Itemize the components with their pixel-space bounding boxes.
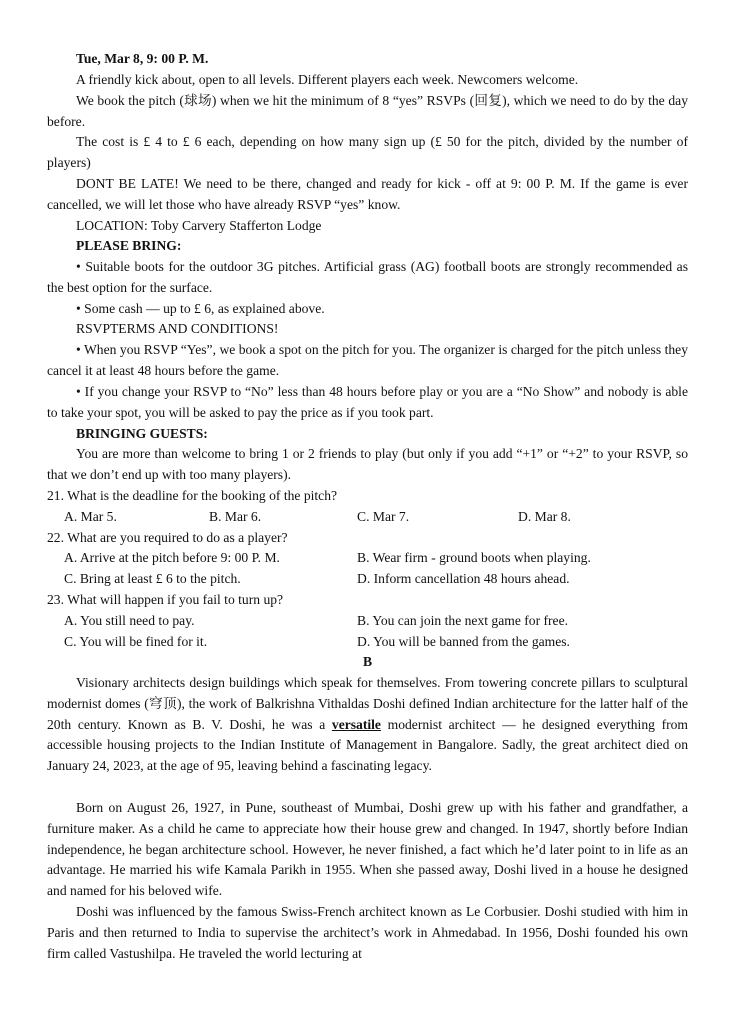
option-21-c: C. Mar 7. [357, 509, 410, 524]
term-booking: • When you RSVP “Yes”, we book a spot on the pitch for you. The organizer is charged for the pitch unless they cancel it at least 48 hours before the game. [47, 342, 688, 378]
option-22-d: D. Inform cancellation 48 hours ahead. [357, 571, 570, 586]
option-23-c: C. You will be fined for it. [64, 634, 208, 649]
event-description: A friendly kick about, open to all levels. Different players each week. Newcomers welcome. [76, 72, 579, 87]
punctuality-paragraph: DONT BE LATE! We need to be there, changed and ready for kick - off at 9: 00 P. M. If the game is ever cancelled, we will let those who have already RSVP “yes” know. [47, 176, 688, 212]
please-bring-heading: PLEASE BRING: [76, 238, 182, 253]
term-no-show: • If you change your RSVP to “No” less than 48 hours before play or you are a “No Show” and nobody is able to take your spot, you will be asked to pay the price as if you took part. [47, 384, 688, 420]
option-21-b: B. Mar 6. [209, 509, 262, 524]
doshi-influence-paragraph: Doshi was influenced by the famous Swiss-French architect known as Le Corbusier. Doshi studied with him in Paris and then returned to India to supervise the architect’s work in Ahmedabad. In 1956, Doshi founded his own firm called Vastushilpa. He traveled the world lecturing at [47, 904, 688, 961]
booking-paragraph: We book the pitch (球场) when we hit the minimum of 8 “yes” RSVPs (回复), which we need to do by the day before. [47, 93, 688, 129]
bring-item-boots: • Suitable boots for the outdoor 3G pitches. Artificial grass (AG) football boots are strongly recommended as the best option for the surface. [47, 259, 688, 295]
option-22-c: C. Bring at least £ 6 to the pitch. [64, 571, 241, 586]
guests-paragraph: You are more than welcome to bring 1 or 2 friends to play (but only if you add “+1” or “+2” to your RSVP, so that we don’t end up with too many players). [47, 446, 688, 482]
event-date-heading: Tue, Mar 8, 9: 00 P. M. [76, 51, 209, 66]
option-23-b: B. You can join the next game for free. [357, 613, 569, 628]
option-21-d: D. Mar 8. [518, 509, 571, 524]
option-22-a: A. Arrive at the pitch before 9: 00 P. M. [64, 550, 280, 565]
bringing-guests-heading: BRINGING GUESTS: [76, 426, 208, 441]
option-23-d: D. You will be banned from the games. [357, 634, 570, 649]
question-23: 23. What will happen if you fail to turn up? [47, 592, 284, 607]
option-23-a: A. You still need to pay. [64, 613, 195, 628]
rsvp-terms-heading: RSVPTERMS AND CONDITIONS! [76, 321, 279, 336]
location-line: LOCATION: Toby Carvery Stafferton Lodge [76, 218, 322, 233]
doshi-intro-paragraph [47, 673, 688, 777]
doshi-intro-text-a: Visionary architects design buildings which speak for themselves. From towering concrete pillars to sculptural modernist domes (穹顶), the work of Balkrishna Vithaldas Doshi defined Indian architecture for the latter half of the 20th century. Known as B. V. Doshi, he was a [47, 675, 688, 732]
option-22-b: B. Wear firm - ground boots when playing. [357, 550, 591, 565]
question-22: 22. What are you required to do as a player? [47, 530, 288, 545]
question-21: 21. What is the deadline for the booking of the pitch? [47, 488, 338, 503]
option-21-a: A. Mar 5. [64, 509, 117, 524]
doshi-early-life-paragraph: Born on August 26, 1927, in Pune, southeast of Mumbai, Doshi grew up with his father and grandfather, a furniture maker. As a child he came to appreciate how their house grew and changed. In 1947, shortly before Indian independence, he began architecture school. However, he never finished, a fact which he’d later point to in life as an advantage. He married his wife Kamala Parikh in 1955. When she passed away, Doshi lived in a house he designed and named for his beloved wife. [47, 800, 688, 899]
bring-item-cash: • Some cash — up to £ 6, as explained above. [76, 301, 325, 316]
section-b-label: B [362, 654, 373, 669]
cost-paragraph: The cost is £ 4 to £ 6 each, depending on how many sign up (£ 50 for the pitch, divided by the number of players) [47, 134, 688, 170]
underlined-word-versatile: versatile [331, 716, 381, 732]
doshi-intro-text-b: modernist architect — he designed everything from accessible housing projects to the Indian Institute of Management in Bangalore. Sadly, the great architect died on January 24, 2023, at the age of 95, leaving behind a fascinating legacy. [47, 716, 688, 774]
